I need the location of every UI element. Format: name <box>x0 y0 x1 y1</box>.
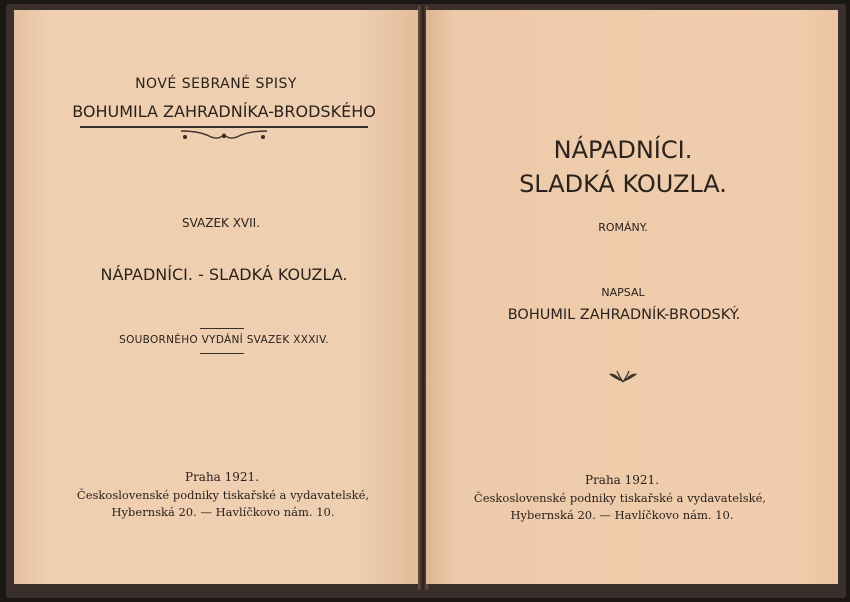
right-page <box>426 10 838 584</box>
written-by-label: NAPSAL <box>601 286 645 299</box>
imprint-address: Hybernská 20. — Havlíčkovo nám. 10. <box>510 508 734 522</box>
collected-edition-volume: SOUBORNÉHO VYDÁNÍ SVAZEK XXXIV. <box>119 334 329 346</box>
book-title: NÁPADNÍCI. - SLADKÁ KOUZLA. <box>100 265 348 284</box>
leaf-ornament-icon <box>607 370 639 384</box>
genre: ROMÁNY. <box>598 221 648 234</box>
imprint-place-year: Praha 1921. <box>584 473 660 487</box>
imprint-address: Hybernská 20. — Havlíčkovo nám. 10. <box>111 505 335 519</box>
series-title-line2: BOHUMILA ZAHRADNÍKA-BRODSKÉHO <box>72 102 376 121</box>
series-title-line1: NOVÉ SEBRANÉ SPISY <box>135 76 297 92</box>
volume-rule-top <box>200 328 244 329</box>
scroll-ornament-icon <box>179 128 269 144</box>
author-name: BOHUMIL ZAHRADNÍK-BRODSKÝ. <box>507 307 741 323</box>
imprint-publisher: Československé podniky tiskařské a vydavatelské, <box>473 491 767 505</box>
imprint-publisher: Československé podniky tiskařské a vydavatelské, <box>76 488 370 502</box>
title-line2: SLADKÁ KOUZLA. <box>519 170 727 198</box>
title-line1: NÁPADNÍCI. <box>553 136 693 164</box>
volume-rule-bottom <box>200 353 244 354</box>
volume-number: SVAZEK XVII. <box>181 216 261 230</box>
imprint-place-year: Praha 1921. <box>184 470 260 484</box>
left-page <box>14 10 418 584</box>
